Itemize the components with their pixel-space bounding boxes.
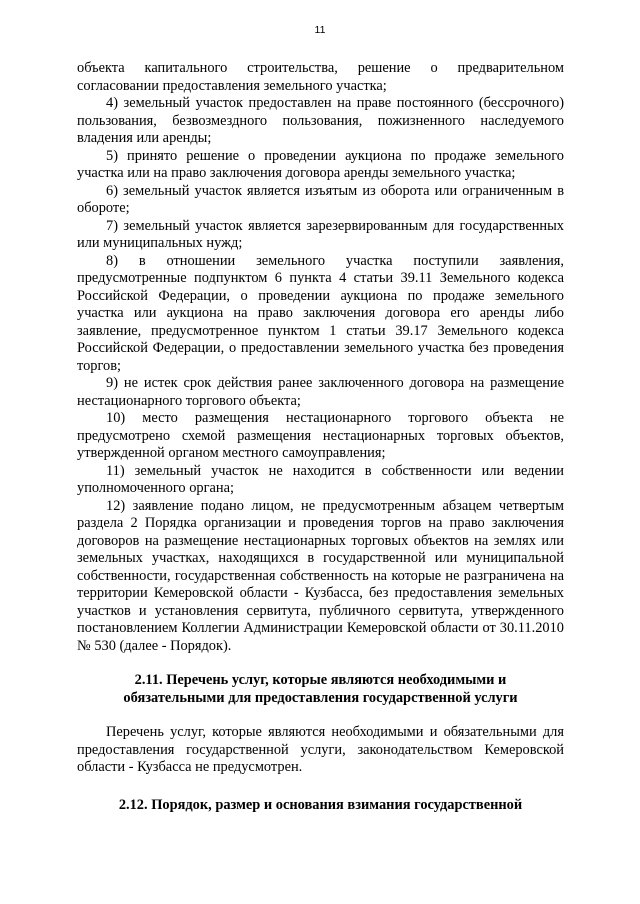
section-2-12-heading-line1: 2.12. Порядок, размер и основания взимания государственной bbox=[118, 796, 523, 813]
paragraph-continuation: объекта капитального строительства, решение о предварительном согласовании предоставления земельного участка; bbox=[77, 60, 564, 94]
section-2-11-heading-line2: обязательными для предоставления государственной услуги bbox=[123, 689, 518, 706]
section-2-11-heading bbox=[77, 672, 564, 707]
page-number: 11 bbox=[314, 24, 326, 36]
section-2-11-body: Перечень услуг, которые являются необходимыми и обязательными для предоставления государственной услуги, законодательством Кемеровской области - Кузбасса не предусмотрен. bbox=[77, 724, 564, 775]
list-item-12: 12) заявление подано лицом, не предусмотренным абзацем четвертым раздела 2 Порядка организации и проведения торгов на право заключения договоров на размещение нестационарных торговых объектов на землях или земельных участках, находящихся в государственной или муниципальной собственности, государственная собственность на которые не разграничена на территории Кемеровской области - Кузбасса, без предоставления земельных участков и установления сервитута, публичного сервитута, утвержденного постановлением Коллегии Администрации Кемеровской области от 30.11.2010 № 530 (далее - Порядок). bbox=[77, 497, 564, 654]
section-2-11-heading-line1: 2.11. Перечень услуг, которые являются необходимыми и bbox=[134, 672, 507, 688]
list-item-10: 10) место размещения нестационарного торгового объекта не предусмотрено схемой размещения нестационарных торговых объектов, утвержденной органом местного самоуправления; bbox=[77, 410, 564, 461]
list-item-11: 11) земельный участок не находится в собственности или ведении уполномоченного органа; bbox=[77, 462, 564, 496]
section-2-12-heading bbox=[77, 797, 564, 815]
document-body bbox=[77, 60, 564, 814]
list-item-4: 4) земельный участок предоставлен на праве постоянного (бессрочного) пользования, безвозмездного пользования, пожизненного наследуемого владения или аренды; bbox=[77, 95, 564, 146]
list-item-8: 8) в отношении земельного участка поступили заявления, предусмотренные подпунктом 6 пункта 4 статьи 39.11 Земельного кодекса Российской Федерации, о проведении аукциона по продаже земельного участка или аукциона на право заключения договора его аренды либо заявление, предусмотренное пунктом 1 статьи 39.17 Земельного кодекса Российской Федерации, о предоставлении земельного участка без проведения торгов; bbox=[77, 252, 564, 374]
list-item-5: 5) принято решение о проведении аукциона по продаже земельного участка или на право заключения договора аренды земельного участка; bbox=[77, 147, 564, 181]
list-item-9: 9) не истек срок действия ранее заключенного договора на размещение нестационарного торгового объекта; bbox=[77, 375, 564, 409]
list-item-7: 7) земельный участок является зарезервированным для государственных или муниципальных нужд; bbox=[77, 217, 564, 251]
list-item-6: 6) земельный участок является изъятым из оборота или ограниченным в обороте; bbox=[77, 182, 564, 216]
